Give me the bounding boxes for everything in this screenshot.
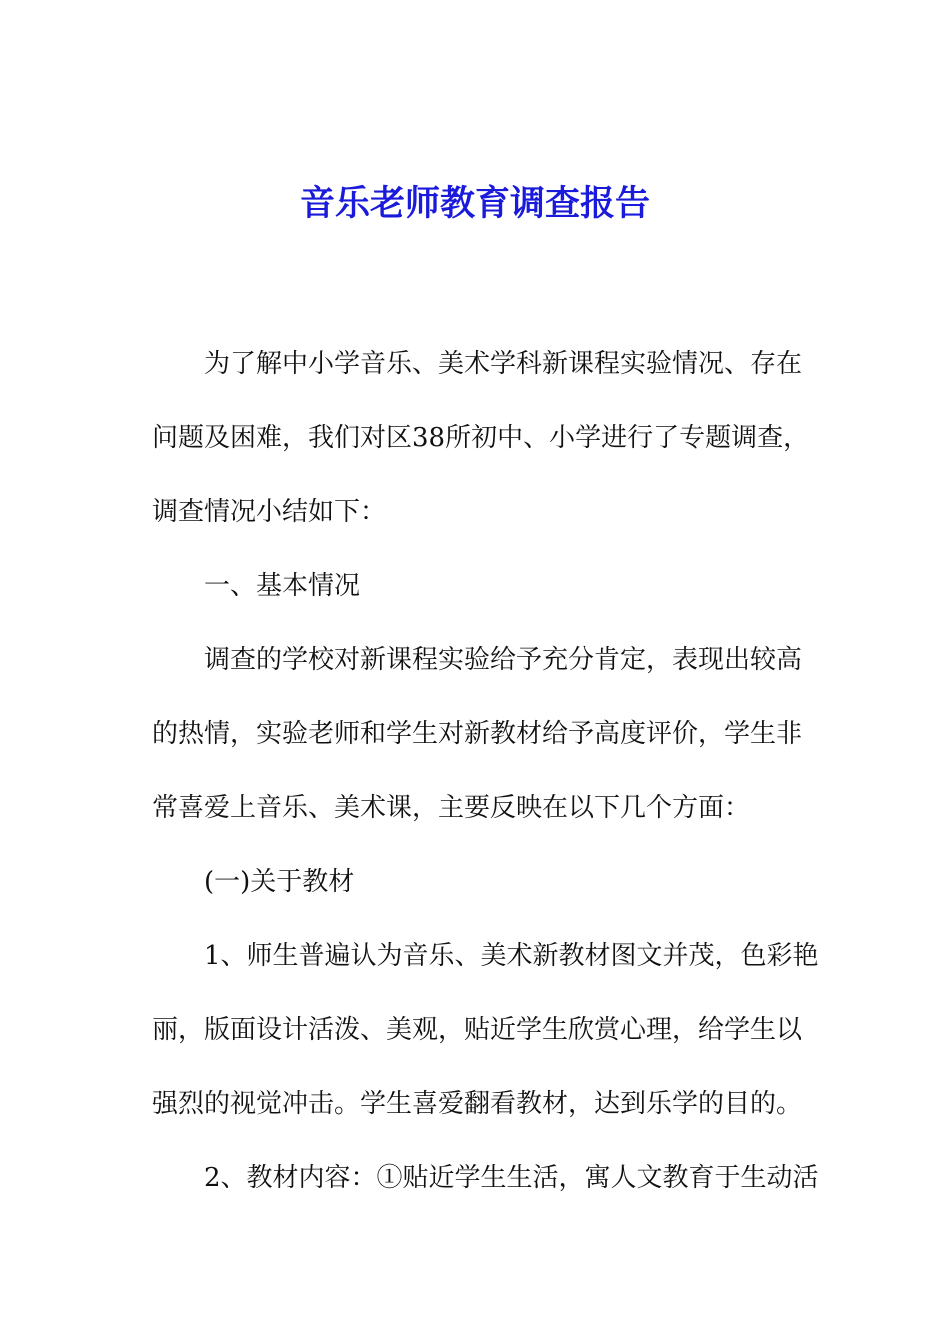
paragraph-line: 丽，版面设计活泼、美观，贴近学生欣赏心理，给学生以 [152,1015,803,1045]
paragraph-line: 常喜爱上音乐、美术课，主要反映在以下几个方面： [152,793,751,823]
section-heading: 一、基本情况 [204,571,361,601]
paragraph-line: 的热情，实验老师和学生对新教材给予高度评价，学生非 [152,719,803,749]
paragraph-line: 强烈的视觉冲击。学生喜爱翻看教材，达到乐学的目的。 [152,1089,803,1119]
paragraph-line: 2、教材内容：①贴近学生生活，寓人文教育于生动活 [204,1163,819,1193]
paragraph-line: 问题及困难，我们对区38所初中、小学进行了专题调查， [152,423,810,453]
paragraph-line: 1、师生普遍认为音乐、美术新教材图文并茂，色彩艳 [204,941,819,971]
paragraph-line: 调查的学校对新课程实验给予充分肯定，表现出较高 [204,645,803,675]
page-title: 音乐老师教育调查报告 [299,183,650,224]
paragraph-line: 调查情况小结如下： [152,497,387,527]
subsection-heading: (一)关于教材 [204,867,355,897]
paragraph-line: 为了解中小学音乐、美术学科新课程实验情况、存在 [204,349,803,379]
document-body [152,327,819,1215]
